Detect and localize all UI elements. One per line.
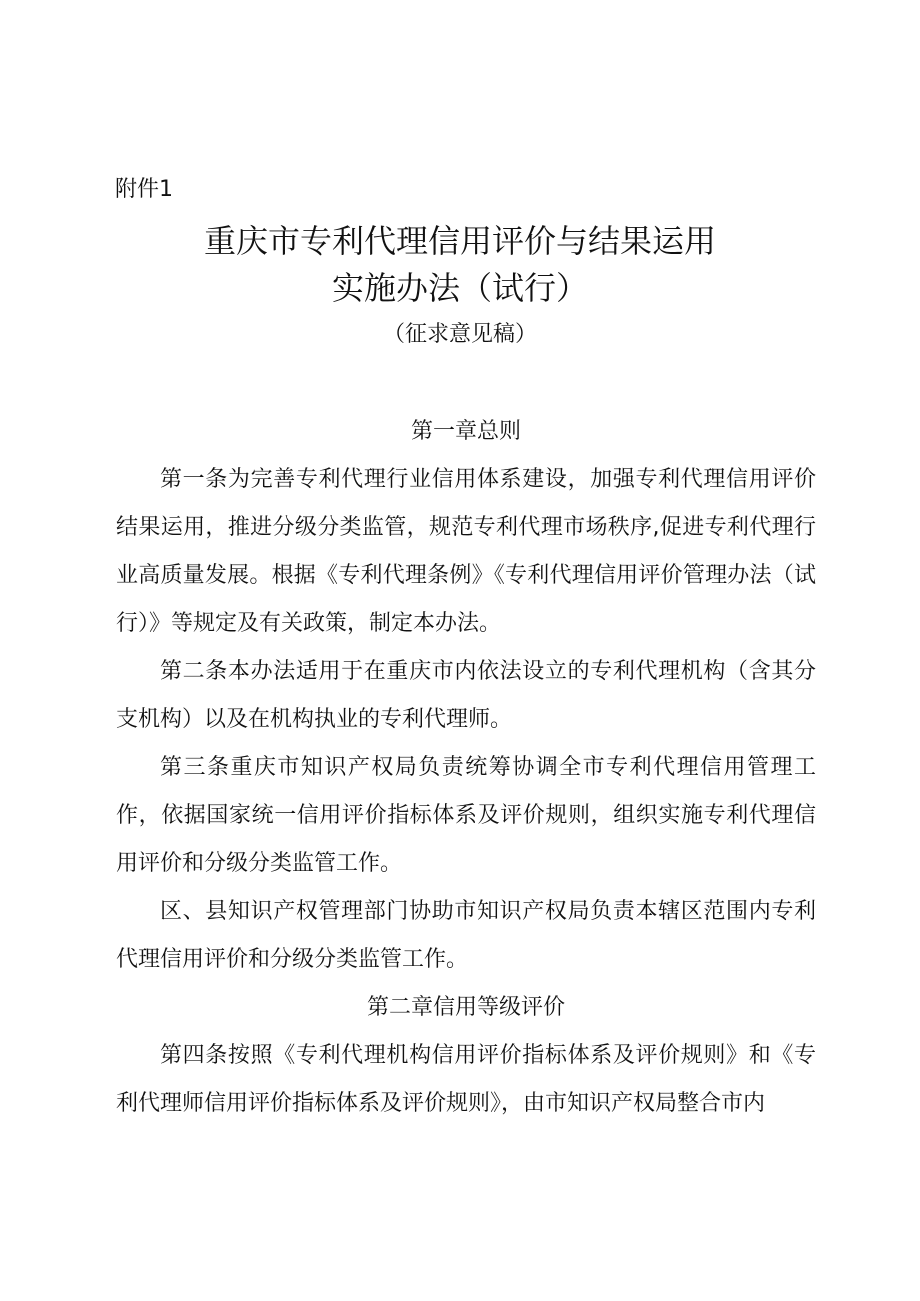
article-paragraph: 区、县知识产权管理部门协助市知识产权局负责本辖区范围内专利代理信用评价和分级分类监管工作。 (116, 899, 816, 972)
document-title-line1: 重庆市专利代理信用评价与结果运用 (203, 222, 716, 260)
article-paragraph: 第二条本办法适用于在重庆市内依法设立的专利代理机构（含其分支机构）以及在机构执业的专利代理师。 (116, 659, 816, 732)
article-paragraph: 第三条重庆市知识产权局负责统筹协调全市专利代理信用管理工作，依据国家统一信用评价指标体系及评价规则，组织实施专利代理信用评价和分级分类监管工作。 (116, 755, 816, 876)
document-subtitle: （征求意见稿） (382, 322, 537, 347)
document-title-line2: 实施办法（试行） (331, 269, 588, 307)
article-paragraph: 第一条为完善专利代理行业信用体系建设，加强专利代理信用评价结果运用，推进分级分类监管，规范专利代理市场秩序,促进专利代理行业高质量发展。根据《专利代理条例》《专利代理信用评价管理办法（试行）》等规定及有关政策，制定本办法。 (116, 467, 816, 636)
article-paragraph: 第四条按照《专利代理机构信用评价指标体系及评价规则》和《专利代理师信用评价指标体系及评价规则》，由市知识产权局整合市内 (116, 1043, 816, 1116)
chapter-heading: 第二章信用等级评价 (366, 995, 565, 1020)
document-body (116, 408, 816, 1128)
attachment-label: 附件1 (115, 177, 173, 202)
chapter-heading: 第一章总则 (410, 419, 521, 444)
